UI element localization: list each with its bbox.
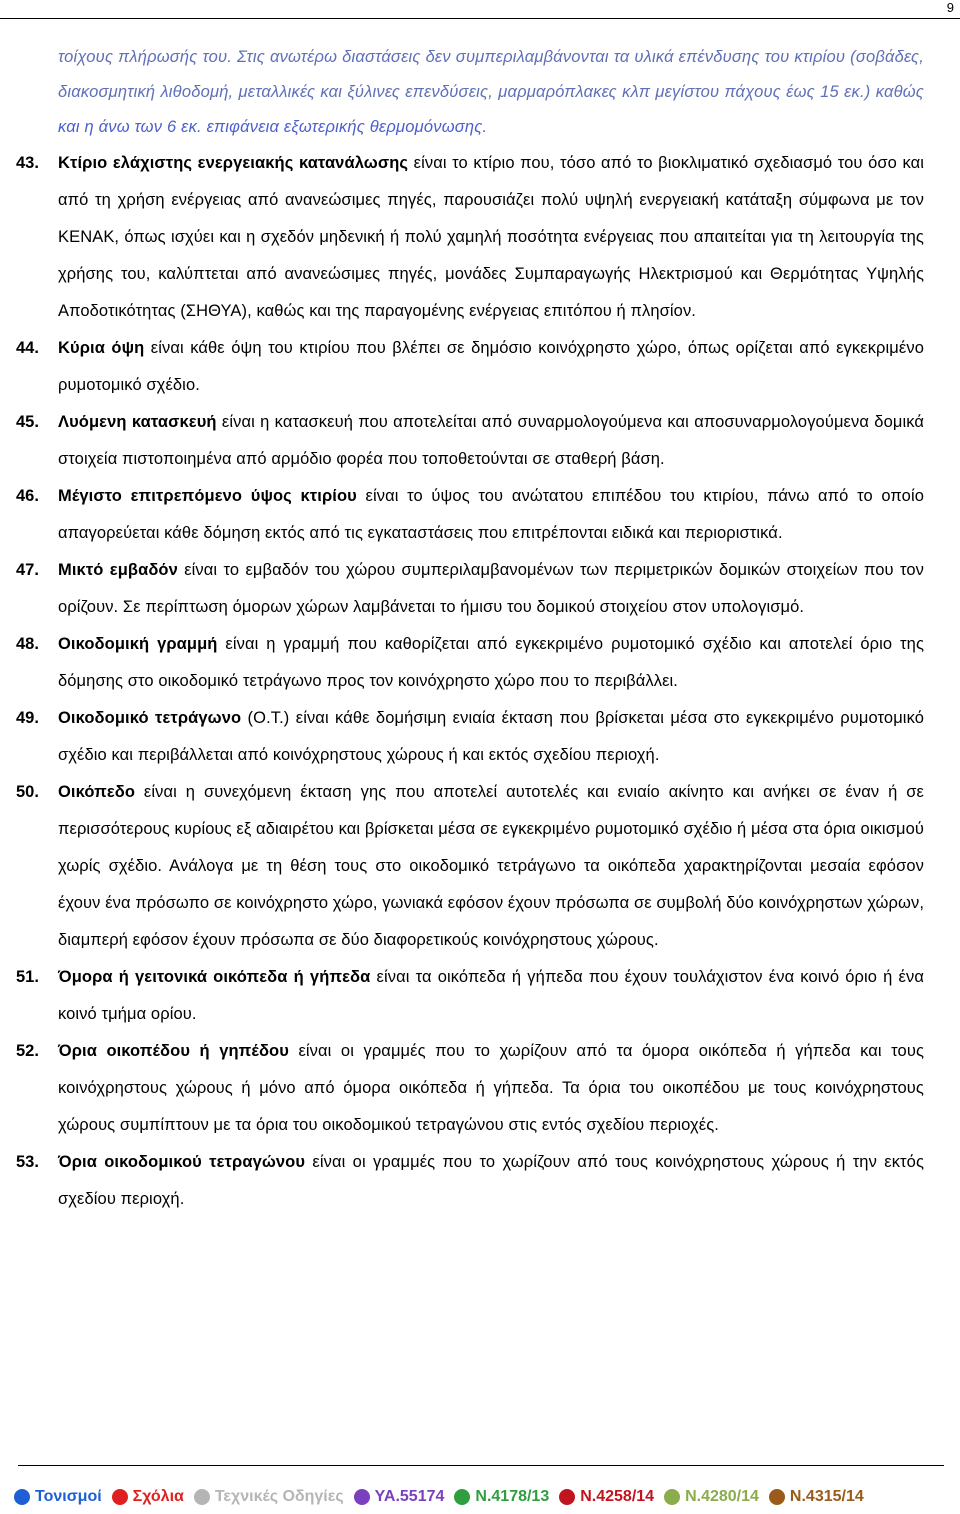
header-rule <box>0 18 960 19</box>
definition-item <box>16 552 924 626</box>
definition-term: Οικόπεδο <box>58 783 136 801</box>
legend-item <box>559 1488 654 1506</box>
legend-dot-icon <box>664 1489 680 1505</box>
definition-term: Όμορα ή γειτονικά οικόπεδα ή γήπεδα <box>58 968 371 986</box>
legend-item <box>354 1488 445 1506</box>
definition-body: είναι το εμβαδόν του χώρου συμπεριλαμβανομένων των περιμετρικών δομικών στοιχείων που τον ορίζουν. Σε περίπτωση όμορων χώρων λαμβάνεται το ήμισυ του δομικού στοιχείου στον υπολογισμό. <box>58 561 924 616</box>
legend-label: Σχόλια <box>132 1488 184 1505</box>
legend-item <box>112 1488 184 1506</box>
legend-dot-icon <box>112 1489 128 1505</box>
definition-text <box>58 552 924 626</box>
definition-number: 50. <box>16 783 39 801</box>
definition-number: 43. <box>16 154 39 172</box>
definition-item <box>16 959 924 1033</box>
definition-text <box>58 404 924 478</box>
definition-body: είναι τα οικόπεδα ή γήπεδα που έχουν τουλάχιστον ένα κοινό όριο ή ένα κοινό τμήμα ορίου. <box>58 968 924 1023</box>
definition-number: 46. <box>16 487 39 505</box>
definition-number: 45. <box>16 413 39 431</box>
legend-dot-icon <box>194 1489 210 1505</box>
definition-item <box>16 1033 924 1144</box>
legend-dot-icon <box>354 1489 370 1505</box>
definition-term: Μικτό εμβαδόν <box>58 561 178 579</box>
legend-label: Ν.4280/14 <box>685 1488 759 1505</box>
definition-item <box>16 700 924 774</box>
intro-text: τοίχους πλήρωσής του. Στις ανωτέρω διαστάσεις δεν συμπεριλαμβάνονται τα υλικά επένδυσης του κτιρίου (σοβάδες, διακοσμητική λιθοδομή, μεταλλικές και ξύλινες επενδύσεις, μαρμαρόπλακες κλπ μεγίστου πάχους έως 15 εκ.) καθώς <box>58 48 924 101</box>
definition-number: 52. <box>16 1042 39 1060</box>
intro-paragraph <box>58 40 924 145</box>
definition-text <box>58 626 924 700</box>
definition-item <box>16 145 924 330</box>
footer-rule <box>18 1465 944 1466</box>
definition-body: (Ο.Τ.) είναι κάθε δομήσιμη ενιαία έκταση που βρίσκεται μέσα στο εγκεκριμένο ρυμοτομικό σχέδιο και περιβάλλεται από κοινόχρηστους χώρους ή και εκτός σχεδίου περιοχή. <box>58 709 925 764</box>
definition-item <box>16 1144 924 1218</box>
legend-label: ΥΑ.55174 <box>374 1488 445 1505</box>
definition-item <box>16 478 924 552</box>
definition-text <box>58 478 924 552</box>
definition-item <box>16 404 924 478</box>
legend-label: Ν.4178/13 <box>475 1488 550 1505</box>
definition-number: 47. <box>16 561 39 579</box>
definition-body: είναι το κτίριο που, τόσο από το βιοκλιματικό σχεδιασμό του όσο και από τη χρήση ενέργειας από ανανεώσιμες πηγές, παρουσιάζει πολύ υψηλή ενεργειακή κατάταξη σύμφωνα με τον ΚΕΝΑΚ, όπως ισχύει και η σχεδόν μηδενική ή πολύ χαμηλή ποσότητα ενέργειας που απαιτείται για τη λειτουργία της χρήσης του, καλύπτεται από ανανεώσιμες πηγές, μονάδες Συμπαραγωγής Ηλεκτρισμού και Θερμότητας Υψηλής Αποδοτικότητας (ΣΗΘΥΑ), καθώς και της παραγομένης ενέργειας επιτόπου ή πλησίον. <box>58 154 924 320</box>
definition-text <box>58 145 924 330</box>
definition-term: Κύρια όψη <box>58 339 145 357</box>
definition-number: 48. <box>16 635 39 653</box>
definition-text <box>58 1144 924 1218</box>
definition-number: 53. <box>16 1153 39 1171</box>
definition-term: Λυόμενη κατασκευή <box>58 413 217 431</box>
legend-dot-icon <box>769 1489 785 1505</box>
legend-item <box>454 1488 549 1506</box>
definition-number: 44. <box>16 339 39 357</box>
page-number: 9 <box>946 0 954 15</box>
legend-label: Τονισμοί <box>35 1488 102 1505</box>
definition-number: 49. <box>16 709 39 727</box>
definition-body: είναι οι γραμμές που το χωρίζουν από τα όμορα οικόπεδα ή γήπεδα και τους κοινόχρηστους χώρους ή μόνο από όμορα οικόπεδα ή γήπεδα. Τα όρια του οικοπέδου με τους κοινόχρηστους χώρους συμπίπτουν με τα όρια του οικοδομικού τετραγώνου στις εντός σχεδίου περιοχές. <box>58 1042 925 1134</box>
legend-item <box>14 1488 102 1506</box>
legend-dot-icon <box>559 1489 575 1505</box>
definition-item <box>16 626 924 700</box>
legend-dot-icon <box>14 1489 30 1505</box>
definition-body: είναι η συνεχόμενη έκταση γης που αποτελεί αυτοτελές και ενιαίο ακίνητο και ανήκει σε έναν ή σε περισσότερους κυρίους εξ αδιαιρέτου και βρίσκεται μέσα σε εγκεκριμένο ρυμοτομικό σχέδιο ή μέσα στα όρια οικισμού χωρίς σχέδιο. Ανάλογα με τη θέση τους στο οικοδομικό τετράγωνο τα οικόπεδα χαρακτηρίζονται μεσαία εφόσον έχουν ένα πρόσωπο σε κοινόχρηστο χώρο, γωνιακά εφόσον έχουν πρόσωπα σε συμβολή δύο κοινόχρηστων χώρων, διαμπερή εφόσον έχουν πρόσωπα σε δύο διαφορετικούς κοινόχρηστους χώρους. <box>58 783 925 949</box>
legend-item <box>664 1488 759 1506</box>
definition-term: Όρια οικοδομικού τετραγώνου <box>58 1153 306 1171</box>
definition-term: Οικοδομική γραμμή <box>58 635 218 653</box>
definition-term: Μέγιστο επιτρεπόμενο ύψος κτιρίου <box>58 487 357 505</box>
definition-text <box>58 700 924 774</box>
definition-body: είναι η κατασκευή που αποτελείται από συναρμολογούμενα και αποσυναρμολογούμενα δομικά στοιχεία πιστοποιημένα από αρμόδιο φορέα που τοποθετούνται σε σταθερή βάση. <box>58 413 924 468</box>
definition-term: Όρια οικοπέδου ή γηπέδου <box>58 1042 289 1060</box>
document-body <box>16 40 924 1218</box>
definition-body: είναι κάθε όψη του κτιρίου που βλέπει σε δημόσιο κοινόχρηστο χώρο, όπως ορίζεται από εγκεκριμένο ρυμοτομικό σχέδιο. <box>58 339 924 394</box>
definition-term: Κτίριο ελάχιστης ενεργειακής κατανάλωσης <box>58 154 409 172</box>
definition-text <box>58 330 924 404</box>
definition-item <box>16 330 924 404</box>
definition-text <box>58 959 924 1033</box>
definition-number: 51. <box>16 968 39 986</box>
definition-text <box>58 1033 924 1144</box>
legend-label: Τεχνικές Οδηγίες <box>214 1488 344 1505</box>
definition-body: είναι η γραμμή που καθορίζεται από εγκεκριμένο ρυμοτομικό σχέδιο και αποτελεί όριο της δόμησης στο οικοδομικό τετράγωνο προς τον κοινόχρηστο χώρο που το περιβάλλει. <box>58 635 925 690</box>
legend-label: Ν.4258/14 <box>580 1488 655 1505</box>
definition-term: Οικοδομικό τετράγωνο <box>58 709 242 727</box>
definition-body: είναι το ύψος του ανώτατου επιπέδου του κτιρίου, πάνω από το οποίο απαγορεύεται κάθε δόμηση εκτός από τις εγκαταστάσεις που επιτρέπονται ειδικά και περιοριστικά. <box>58 487 925 542</box>
definitions-list <box>16 145 924 1218</box>
definition-body: είναι οι γραμμές που το χωρίζουν από τους κοινόχρηστους χώρους ή την εκτός σχεδίου περιοχή. <box>58 1153 924 1208</box>
intro-highlight: και η άνω των 6 εκ. επιφάνεια εξωτερικής θερμομόνωσης. <box>58 118 488 136</box>
legend-item <box>194 1488 344 1506</box>
legend-dot-icon <box>454 1489 470 1505</box>
definition-item <box>16 774 924 959</box>
definition-text <box>58 774 924 959</box>
legend-label: Ν.4315/14 <box>789 1488 864 1505</box>
legend-item <box>769 1488 864 1506</box>
legend-footer <box>14 1488 874 1506</box>
